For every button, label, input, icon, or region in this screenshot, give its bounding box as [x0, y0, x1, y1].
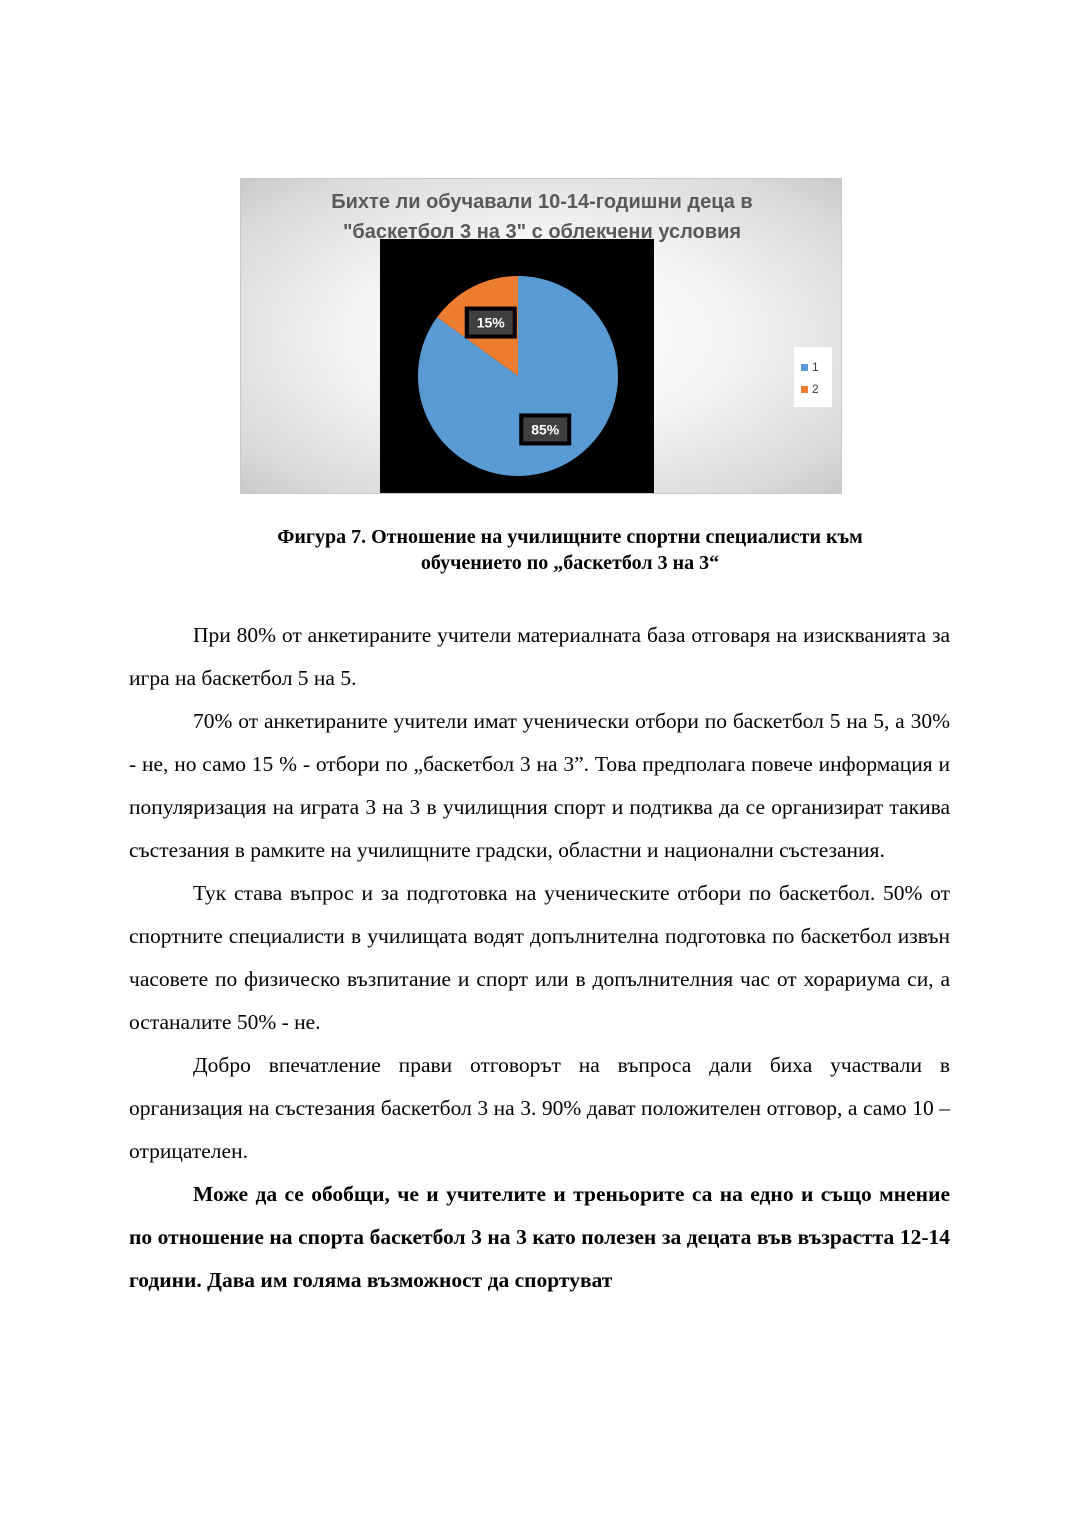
legend-item-1: [801, 359, 819, 375]
figure-caption: [180, 524, 960, 576]
pie-chart: [240, 178, 842, 494]
paragraph-bold-summary: Може да се обобщи, че и учителите и треньорите са на едно и също мнение по отношение на спорта баскетбол 3 на 3 като полезен за децата във възрастта 12-14 години. Дава им голяма възможност да спортуват: [129, 1182, 950, 1292]
legend-swatch-1: [801, 364, 808, 371]
data-label-2: [467, 309, 515, 337]
chart-title-line-1: Бихте ли обучавали 10-14-годишни деца в: [331, 191, 753, 213]
paragraph: Тук става въпрос и за подготовка на ученическите отбори по баскетбол. 50% от спортните специалисти в училищата водят допълнителна подготовка по баскетбол извън часовете по физическо възпитание и спорт или в допълнителния час от хорариума си, а останалите 50% - не.: [129, 881, 950, 1034]
paragraph: При 80% от анкетираните учители материалната база отговаря на изискванията за игра на баскетбол 5 на 5.: [129, 623, 950, 690]
paragraph: Добро впечатление прави отговорът на въпроса дали биха участвали в организация на състезания баскетбол 3 на 3. 90% дават положителен отговор, а само 10 – отрицателен.: [129, 1053, 950, 1163]
figure-caption-line-1: Фигура 7. Отношение на училищните спортни специалисти към: [277, 526, 863, 548]
body-text: [129, 614, 950, 1302]
legend-label-2: 2: [812, 382, 819, 396]
figure-caption-line-2: обучението по „баскетбол 3 на 3“: [420, 552, 720, 574]
legend-swatch-2: [801, 386, 808, 393]
paragraph: 70% от анкетираните учители имат ученически отбори по баскетбол 5 на 5, а 30% - не, но само 15 % - отбори по „баскетбол 3 на 3”. Това предполага повече информация и популяризация на играта 3 на 3 в училищния спорт и подтиква да се организират такива състезания в рамките на училищните градски, областни и национални състезания.: [129, 709, 950, 862]
data-label-text: 85%: [531, 421, 560, 438]
data-label-1: [521, 415, 569, 443]
legend-label-1: 1: [812, 360, 819, 374]
chart-legend: [794, 347, 832, 407]
chart-title: [241, 187, 842, 247]
chart-title-line-2: "баскетбол 3 на 3" с облекчени условия: [342, 221, 742, 243]
data-label-text: 15%: [476, 314, 505, 331]
legend-item-2: [801, 381, 819, 397]
